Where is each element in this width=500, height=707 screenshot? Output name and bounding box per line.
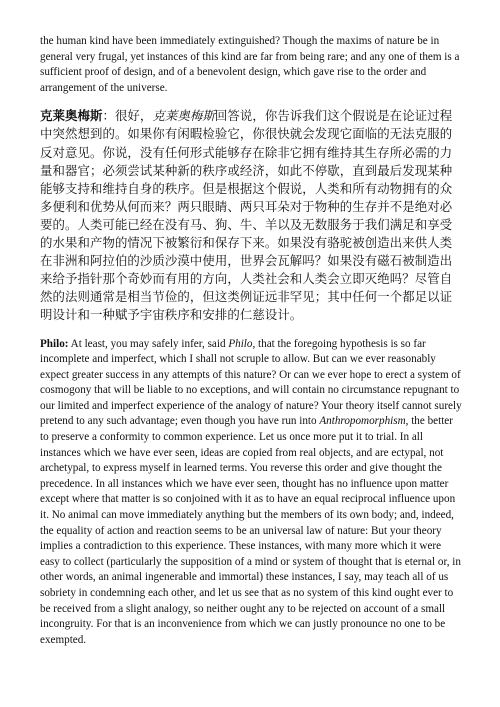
speaker-name: Philo: (40, 337, 69, 350)
paragraph-text: the human kind have been immediately extinguished? Though the maxims of nature be in general very frugal, yet instances of this kind are far from being rare; and any one of them is a sufficient proof of design, and of a benevolent design, which gave rise to the order and arrangement of the universe. (40, 35, 460, 94)
paragraph-text: At least, you may safely infer, said (68, 337, 229, 350)
paragraph-english-philo (40, 337, 462, 649)
paragraph-english-continuation (40, 34, 462, 96)
document-page (40, 34, 462, 648)
paragraph-text: ：很好， (102, 108, 153, 124)
paragraph-text: , that the foregoing hypothesis is so far incomplete and imperfect, which I shall not scruple to allow. But can we ever reasonably expect greater success in any attempts of this nature? Or can we ever hope to erect a system of cosmogony that will be liable to no exceptions, and will contain no circumstance repugnant to our limited and imperfect experience of the analogy of nature? Your theory itself cannot surely pretend to any such advantage; even though you have run into (40, 337, 462, 428)
paragraph-text: , the better to preserve a conformity to common experience. Let us once more put it to trial. In all instances which we have ever seen, ideas are copied from real objects, and are ectypal, not archetypal, to express myself in learned terms. You reverse this order and give thought the precedence. In all instances which we have ever seen, thought has no influence upon matter except where that matter is so conjoined with it as to have an equal reciprocal influence upon it. No animal can move immediately anything but the members of its own body; and, indeed, the equality of action and reaction seems to be an universal law of nature: But your theory implies a contradiction to this experience. These instances, with many more which it were easy to collect (particularly the supposition of a mind or system of thought that is eternal or, in other words, an animal ingenerable and immortal) these instances, I say, may teach all of us sobriety in condemning each other, and let us see that as no system of this kind ought ever to be received from a slight analogy, so neither ought any to be rejected on account of a small incongruity. For that is an inconvenience from which we can justly pronounce no one to be exempted. (40, 415, 461, 646)
italic-name: Philo (228, 337, 253, 350)
paragraph-text: 回答说，你告诉我们这个假说是在论证过程中突然想到的。如果你有闲暇检验它，你很快就会发现它面临的无法克服的反对意见。你说，没有任何形式能够存在除非它拥有维持其生存所必需的力量和器官；必须尝试某种新的秩序或经济，如此不停歇，直到最后发现某种能够支持和维持自身的秩序。但是根据这个假说，人类和所有动物拥有的众多便利和优势从何而来？两只眼睛、两只耳朵对于物种的生存并不是绝对必要的。人类可能已经在没有马、狗、牛、羊以及无数服务于我们满足和享受的水果和产物的情况下被繁衍和保存下来。如果没有骆驼被创造出来供人类在非洲和阿拉伯的沙质沙漠中使用，世界会瓦解吗？如果没有磁石被制造出来给予指针那个奇妙而有用的方向，人类社会和人类会立即灭绝吗？尽管自然的法则通常是相当节俭的，但这类例证远非罕见；其中任何一个都足以证明设计和一种赋予宇宙秩序和安排的仁慈设计。 (40, 108, 453, 323)
paragraph-chinese-cleanthes (40, 107, 462, 324)
speaker-name: 克莱奥梅斯 (40, 108, 103, 124)
italic-name: 克莱奥梅斯 (152, 108, 215, 124)
italic-term: Anthropomorphism (319, 415, 406, 428)
